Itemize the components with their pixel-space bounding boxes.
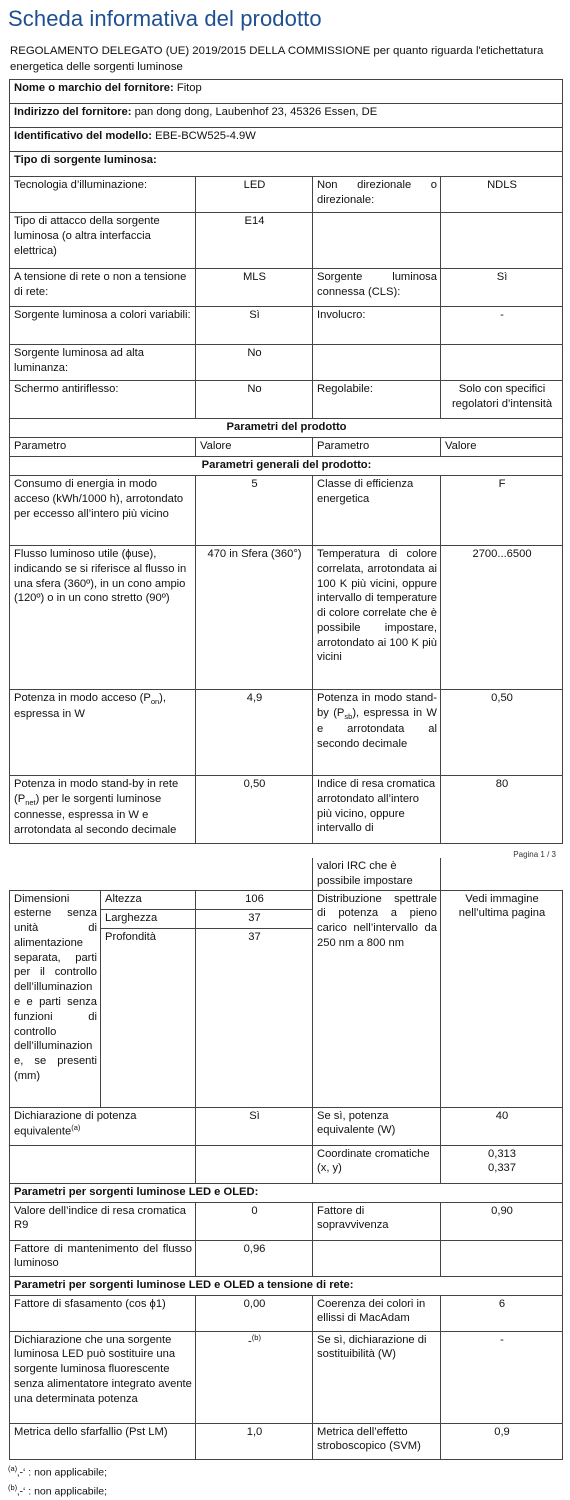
source-type-value: No — [196, 345, 313, 381]
source-type-label: Non direzionale o direzionale: — [313, 177, 441, 213]
product-info-table-page1 — [9, 79, 563, 844]
source-type-label — [313, 213, 441, 269]
source-type-value: NDLS — [441, 177, 563, 213]
supplier-name-value: Fitop — [176, 82, 202, 94]
fluorescent-replacement-label: Dichiarazione che una sorgente luminosa LED può sostituire una sorgente luminosa fluorescente senza alimentatore integrato avente una determinata potenza — [10, 1331, 196, 1423]
chromaticity-value: 0,313 0,337 — [441, 1145, 563, 1183]
energy-consumption-label: Consumo di energia in modo acceso (kWh/1000 h), arrotondato per eccesso all’intero più vicino — [10, 476, 196, 546]
flicker-metric-value: 1,0 — [196, 1423, 313, 1459]
page-title: Scheda informativa del prodotto — [8, 6, 322, 31]
source-type-label: Tecnologia d’illuminazione: — [10, 177, 196, 213]
column-header-parameter: Parametro — [313, 438, 441, 457]
stroboscopic-metric-label: Metrica dell’effetto stroboscopico (SVM) — [313, 1423, 441, 1459]
supplier-address-value: pan dong dong, Laubenhof 23, 45326 Essen, DE — [134, 106, 378, 118]
energy-class-label: Classe di efficienza energetica — [313, 476, 441, 546]
empty-cell — [441, 1240, 563, 1276]
standby-power-label: Potenza in modo stand-by $(P_{sb})$, espressa in W e arrotondata al secondo decimale — [313, 690, 441, 776]
general-params-heading: Parametri generali del prodotto: — [10, 457, 563, 476]
depth-label: Profondità — [101, 928, 196, 1107]
footnote-b: $^{(b)}$‚-‘ : non applicabile; — [8, 1483, 108, 1498]
luminous-flux-value: 470 in Sfera (360°) — [196, 546, 313, 690]
model-id-value: EBE-BCW525-4.9W — [155, 130, 256, 142]
source-type-value: E14 — [196, 213, 313, 269]
equivalent-power-label: Se sì, potenza equivalente (W) — [313, 1107, 441, 1145]
macadam-consistency-label: Coerenza dei colori in ellissi di MacAdam — [313, 1295, 441, 1331]
color-rendering-index-value: 80 — [441, 776, 563, 844]
source-type-value: LED — [196, 177, 313, 213]
survival-factor-label: Fattore di sopravvivenza — [313, 1202, 441, 1240]
depth-value: 37 — [196, 928, 313, 1107]
led-params-heading: Parametri per sorgenti luminose LED e OLED: — [10, 1183, 563, 1202]
empty-cell — [10, 1145, 196, 1183]
source-type-label — [313, 345, 441, 381]
color-temperature-label: Temperatura di colore correlata, arrotondata ai 100 K più vicini, oppure intervallo di temperature di colore correlate che è possibile impostare, arrotondato ai 100 K più vicini — [313, 546, 441, 690]
column-header-value: Valore — [441, 438, 563, 457]
width-value: 37 — [196, 909, 313, 928]
source-type-heading: Tipo di sorgente luminosa: — [10, 152, 563, 177]
model-id-label: Identificativo del modello: — [14, 130, 152, 142]
flicker-metric-label: Metrica dello sfarfallio (Pst LM) — [10, 1423, 196, 1459]
source-type-value: Sì — [196, 307, 313, 345]
continued-empty-cell — [10, 858, 313, 890]
source-type-value — [441, 213, 563, 269]
product-params-heading: Parametri del prodotto — [10, 419, 563, 438]
product-info-table-page2 — [9, 858, 563, 1460]
supplier-name-row — [10, 80, 563, 104]
color-rendering-index-label-cont: valori IRC che è possibile impostare — [313, 858, 441, 890]
empty-cell — [196, 1145, 313, 1183]
supplier-address-label: Indirizzo del fornitore: — [14, 106, 132, 118]
networked-standby-power-label: Potenza in modo stand-by in rete $(P_{net})$ per le sorgenti luminose connesse, espressa in W e arrotondata al secondo decimale — [10, 776, 196, 844]
column-header-parameter: Parametro — [10, 438, 196, 457]
source-type-value: No — [196, 381, 313, 419]
source-type-label: A tensione di rete o non a tensione di rete: — [10, 269, 196, 307]
source-type-value — [441, 345, 563, 381]
replacement-power-value: - — [441, 1331, 563, 1423]
macadam-consistency-value: 6 — [441, 1295, 563, 1331]
source-type-label: Schermo antiriflesso: — [10, 381, 196, 419]
page-number: Pagina 1 / 3 — [513, 850, 556, 859]
color-temperature-value: 2700...6500 — [441, 546, 563, 690]
source-type-label: Sorgente luminosa connessa (CLS): — [313, 269, 441, 307]
source-type-value: MLS — [196, 269, 313, 307]
spectral-distribution-label: Distribuzione spettrale di potenza a pieno carico nell’intervallo da 250 nm a 800 nm — [313, 890, 441, 1107]
supplier-address-row — [10, 104, 563, 128]
source-type-value: Solo con specifici regolatori d’intensità — [441, 381, 563, 419]
lumen-maintenance-value: 0,96 — [196, 1240, 313, 1276]
on-mode-power-label: Potenza in modo acceso $(P_{on})$, espressa in W — [10, 690, 196, 776]
column-header-value: Valore — [196, 438, 313, 457]
source-type-label: Sorgente luminosa ad alta luminanza: — [10, 345, 196, 381]
survival-factor-value: 0,90 — [441, 1202, 563, 1240]
source-type-label: Tipo di attacco della sorgente luminosa (o altra interfaccia elettrica) — [10, 213, 196, 269]
r9-label: Valore dell’indice di resa cromatica R9 — [10, 1202, 196, 1240]
equivalent-power-value: 40 — [441, 1107, 563, 1145]
dimensions-label: Dimensioni esterne senza unità di alimentazione separata, parti per il controllo dell’illuminazione e parti senza funzioni di controllo dell’illuminazione, se presenti (mm) — [10, 890, 101, 1107]
stroboscopic-metric-value: 0,9 — [441, 1423, 563, 1459]
height-value: 106 — [196, 890, 313, 909]
height-label: Altezza — [101, 890, 196, 909]
networked-standby-power-value: 0,50 — [196, 776, 313, 844]
source-type-label: Involucro: — [313, 307, 441, 345]
model-id-row — [10, 128, 563, 152]
source-type-value: - — [441, 307, 563, 345]
source-type-label: Regolabile: — [313, 381, 441, 419]
standby-power-value: 0,50 — [441, 690, 563, 776]
displacement-factor-value: 0,00 — [196, 1295, 313, 1331]
footnote-a: $^{(a)}$‚-‘ : non applicabile; — [8, 1464, 108, 1479]
source-type-label: Sorgente luminosa a colori variabili: — [10, 307, 196, 345]
regulation-text: REGOLAMENTO DELEGATO (UE) 2019/2015 DELLA COMMISSIONE per quanto riguarda l'etichettatura energetica delle sorgenti luminose — [10, 45, 544, 73]
equivalent-power-claim-label: Dichiarazione di potenza equivalente$^{(a)}$ — [10, 1107, 196, 1145]
displacement-factor-label: Fattore di sfasamento (cos ϕ1) — [10, 1295, 196, 1331]
supplier-name-label: Nome o marchio del fornitore: — [14, 82, 174, 94]
on-mode-power-value: 4,9 — [196, 690, 313, 776]
empty-cell — [313, 1240, 441, 1276]
fluorescent-replacement-value: -$^{(b)}$ — [196, 1331, 313, 1423]
replacement-power-label: Se sì, dichiarazione di sostituibilità (W) — [313, 1331, 441, 1423]
r9-value: 0 — [196, 1202, 313, 1240]
chromaticity-label: Coordinate cromatiche (x, y) — [313, 1145, 441, 1183]
energy-consumption-value: 5 — [196, 476, 313, 546]
width-label: Larghezza — [101, 909, 196, 928]
source-type-value: Sì — [441, 269, 563, 307]
color-rendering-index-label: Indice di resa cromatica arrotondato all’intero più vicino, oppure intervallo di — [313, 776, 441, 844]
mains-led-params-heading: Parametri per sorgenti luminose LED e OLED a tensione di rete: — [10, 1276, 563, 1295]
energy-class-value: F — [441, 476, 563, 546]
luminous-flux-label: Flusso luminoso utile (ɸuse), indicando se si riferisce al flusso in una sfera (360º), in un cono ampio (120º) o in un cono stretto (90º) — [10, 546, 196, 690]
continued-empty-cell — [441, 858, 563, 890]
lumen-maintenance-label: Fattore di mantenimento del flusso luminoso — [10, 1240, 196, 1276]
equivalent-power-claim-value: Sì — [196, 1107, 313, 1145]
spectral-distribution-value: Vedi immagine nell’ultima pagina — [441, 890, 563, 1107]
